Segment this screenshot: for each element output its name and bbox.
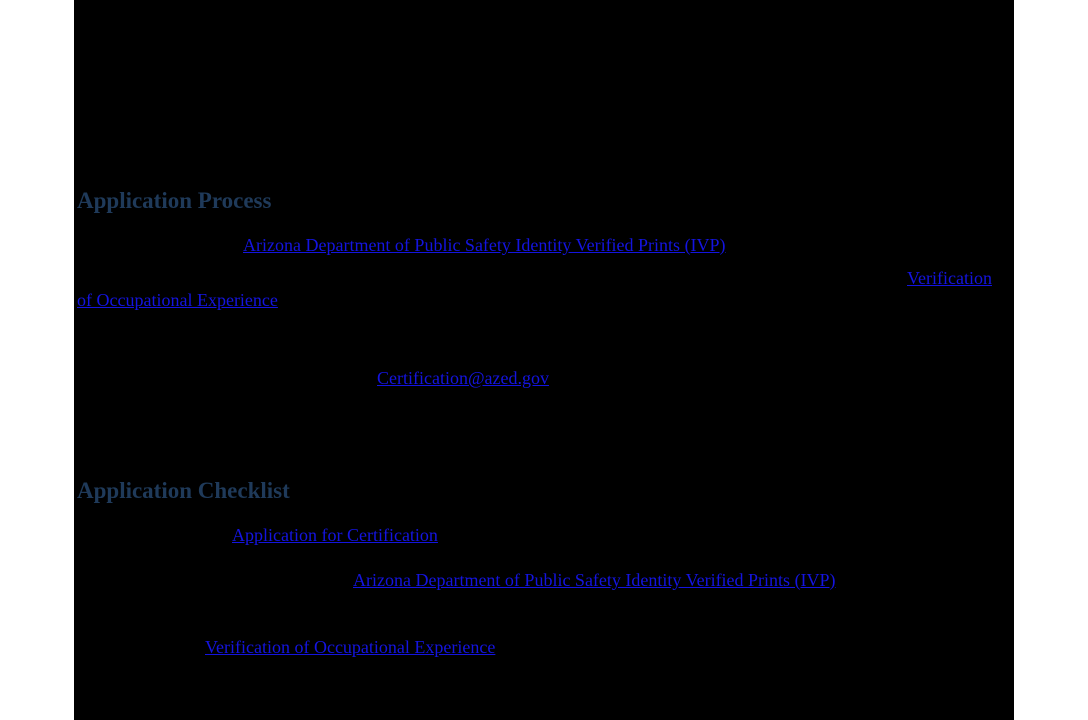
process-voe-line-2 bbox=[77, 289, 278, 311]
checklist-ivp-line bbox=[77, 569, 836, 591]
process-ivp-line bbox=[77, 234, 726, 256]
application-process-heading: Application Process bbox=[77, 188, 272, 213]
application-checklist-heading: Application Checklist bbox=[77, 478, 290, 503]
process-ivp-link[interactable]: Arizona Department of Public Safety Identity Verified Prints (IVP) bbox=[243, 235, 726, 255]
application-for-certification-link[interactable]: Application for Certification bbox=[232, 525, 438, 545]
certification-email-link[interactable]: Certification@azed.gov bbox=[377, 368, 550, 388]
checklist-voe-link[interactable]: Verification of Occupational Experience bbox=[205, 637, 496, 657]
checklist-ivp-link[interactable]: Arizona Department of Public Safety Identity Verified Prints (IVP) bbox=[353, 570, 836, 590]
checklist-voe-line bbox=[77, 636, 495, 658]
process-voe-link-part1[interactable]: Verification bbox=[907, 268, 992, 288]
checklist-application-line bbox=[77, 524, 438, 546]
process-voe-link-part2[interactable]: of Occupational Experience bbox=[77, 290, 278, 310]
page-body bbox=[74, 0, 1014, 720]
process-email-line bbox=[77, 367, 549, 389]
